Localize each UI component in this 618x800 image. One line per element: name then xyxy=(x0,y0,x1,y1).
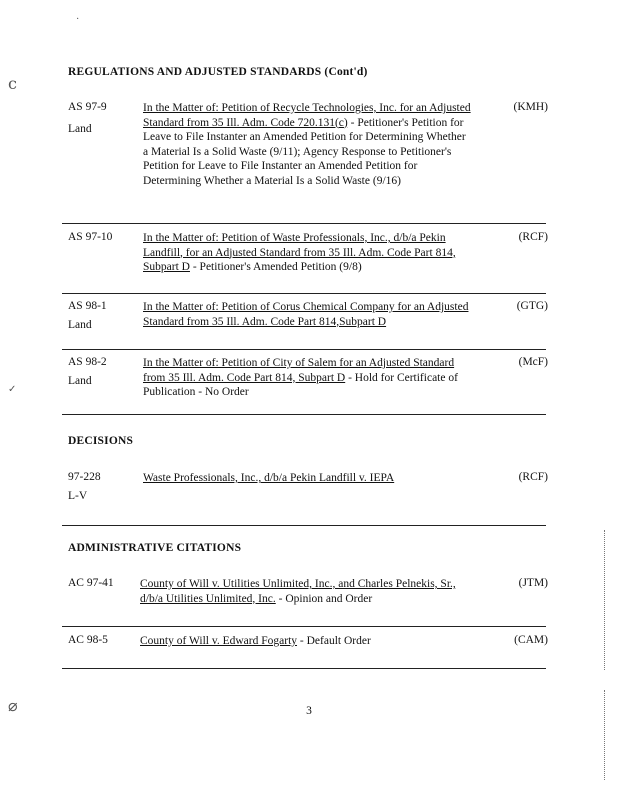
docket-number: 97-228 xyxy=(68,471,101,483)
section-title-citations: ADMINISTRATIVE CITATIONS xyxy=(68,542,242,554)
docket-description xyxy=(143,471,473,486)
divider xyxy=(62,668,546,669)
scan-mark: ⅽ xyxy=(8,76,17,93)
docket-entry xyxy=(68,577,548,617)
docket-category: Land xyxy=(68,123,92,135)
scan-speck: · xyxy=(76,14,80,25)
docket-description xyxy=(143,356,473,400)
case-title-link[interactable]: In the Matter of: Petition of Recycle Technologies, Inc. for an Adjusted Standard from 35 Ill. Adm. Code 720.131(c) xyxy=(143,102,471,129)
divider xyxy=(62,293,546,294)
docket-description xyxy=(143,231,473,275)
judge-code: (GTG) xyxy=(516,300,548,312)
docket-category: L-V xyxy=(68,490,88,502)
judge-code: (RCF) xyxy=(518,471,548,483)
docket-description xyxy=(140,577,470,606)
divider xyxy=(62,349,546,350)
docket-category: Land xyxy=(68,375,92,387)
docket-number: AC 98-5 xyxy=(68,634,108,646)
docket-entry xyxy=(68,356,548,406)
docket-category: Land xyxy=(68,319,92,331)
case-title-link[interactable]: County of Will v. Edward Fogarty xyxy=(140,635,298,647)
section-title-regulations: REGULATIONS AND ADJUSTED STANDARDS (Cont'd) xyxy=(68,66,368,78)
case-action: - Petitioner's Petition for Leave to File Instanter an Amended Petition for Determining Whether a Material Is a Solid Waste (9/11); Agency Response to Petitioner's Petition for Leave to File Instanter an Amended Petition for Determining Whether a Material Is a Solid Waste (9/16) xyxy=(143,116,466,187)
docket-entry xyxy=(68,300,548,340)
scan-mark: ✓ xyxy=(8,384,17,395)
judge-code: (McF) xyxy=(518,356,548,368)
case-title-link[interactable]: In the Matter of: Petition of City of Salem for an Adjusted Standard from 35 Ill. Adm. Code Part 814, Subpart D xyxy=(143,357,455,384)
docket-number: AS 97-10 xyxy=(68,231,113,243)
divider xyxy=(62,525,546,526)
judge-code: (KMH) xyxy=(513,101,548,113)
docket-number: AS 98-2 xyxy=(68,356,107,368)
divider xyxy=(62,414,546,415)
docket-description xyxy=(140,634,470,649)
case-action: - Default Order xyxy=(297,635,371,647)
judge-code: (JTM) xyxy=(518,577,548,589)
docket-entry xyxy=(68,231,548,281)
case-title-link[interactable]: In the Matter of: Petition of Waste Professionals, Inc., d/b/a Pekin Landfill, for an Adjusted Standard from 35 Ill. Adm. Code Part 814, Subpart D xyxy=(143,232,456,273)
docket-entry xyxy=(68,634,548,654)
divider xyxy=(62,626,546,627)
docket-entry xyxy=(68,101,548,211)
divider xyxy=(62,223,546,224)
docket-description xyxy=(143,300,473,329)
docket-description xyxy=(143,101,473,188)
docket-entry xyxy=(68,471,548,511)
scan-mark: ⌀ xyxy=(8,698,18,715)
case-title-link[interactable]: County of Will v. Utilities Unlimited, Inc., and Charles Pelnekis, Sr., d/b/a Utilities Unlimited, Inc. xyxy=(140,578,456,605)
case-title-link[interactable]: Waste Professionals, Inc., d/b/a Pekin Landfill v. IEPA xyxy=(143,472,395,484)
case-action: - Petitioner's Amended Petition (9/8) xyxy=(189,261,362,273)
case-action: - Hold for Certificate of Publication - No Order xyxy=(143,371,458,398)
judge-code: (RCF) xyxy=(518,231,548,243)
docket-number: AS 97-9 xyxy=(68,101,107,113)
docket-number: AS 98-1 xyxy=(68,300,107,312)
docket-number: AC 97-41 xyxy=(68,577,114,589)
section-title-decisions: DECISIONS xyxy=(68,435,134,447)
page-number: 3 xyxy=(306,705,312,717)
judge-code: (CAM) xyxy=(514,634,548,646)
case-title-link[interactable]: In the Matter of: Petition of Corus Chemical Company for an Adjusted Standard from 35 Ill. Adm. Code Part 814,Subpart D xyxy=(143,301,469,328)
scan-edge-dots xyxy=(604,690,605,780)
case-action: - Opinion and Order xyxy=(275,592,373,605)
scan-edge-dots xyxy=(604,530,605,670)
